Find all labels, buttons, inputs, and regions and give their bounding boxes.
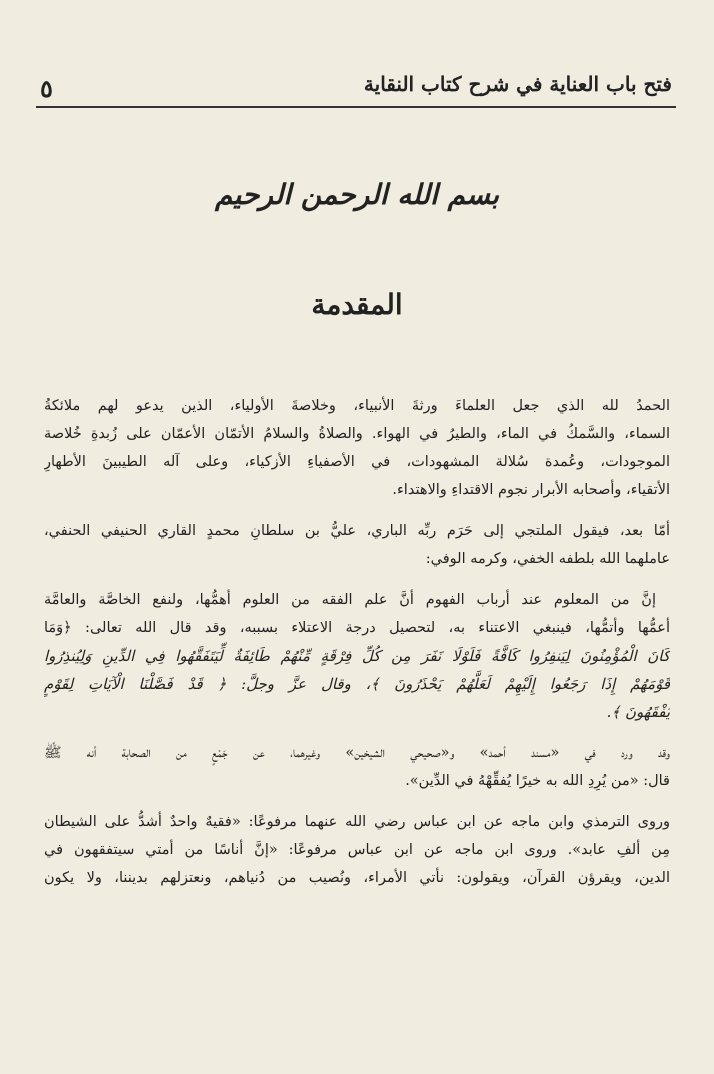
quran-verse-line: يَفْقَهُونَ ﴾.: [606, 703, 670, 721]
paragraph-gap: [44, 726, 670, 739]
text-line: الدين، ويقرؤن القرآن، ويقولون: نأتي الأمراء، ونُصيب من دُنياهم، ونعتزلهم بديننا، ولا يكون: [44, 870, 670, 886]
text-line: مِن ألفِ عابد». وروى ابن ماجه عن ابن عباس مرفوعًا: «إنَّ أناسًا من أمتي سيتفقهون في: [44, 842, 670, 858]
text-line: الحمدُ لله الذي جعل العلماءَ ورثةَ الأنبياء، وخلاصةَ الأولياء، الذين يدعو لهم ملائكةُ: [44, 398, 670, 414]
text-line: الموجودات، وعُمدة سُلالة المشهودات، في الأصفياءِ الأزكياء، وعلى آله الطيبينَ الأطهارِ: [44, 454, 670, 470]
text-line: إنَّ من المعلوم عند أرباب الفهوم أنَّ علم الفقه من العلوم أهمُّها، ولنفع الخاصَّة والعامَّة: [44, 592, 656, 608]
quran-verse-line: قَوْمَهُمْ إِذَا رَجَعُوا إِلَيْهِمْ لَعَلَّهُمْ يَحْذَرُونَ ﴾، وقال عزَّ وجلَّ: ﴿ قَدْ فَصَّلْنَا الْآيَاتِ لِقَوْمٍ: [44, 675, 670, 693]
section-title: المقدمة: [311, 288, 403, 321]
text-line: السماء، والسَّمكُ في الماء، والطيرُ في الهواء. والصلاةُ والسلامُ الأتمّان الأعمّان على زُبدةِ خُلاصة: [44, 426, 670, 442]
text-line: الأتقياء، وأصحابه الأبرار نجوم الاقتداءِ والاهتداء.: [392, 482, 670, 498]
text-line: عاملهما الله بلطفه الخفي، وكرمه الوفي:: [425, 551, 670, 567]
text-line: قال: «من يُرِدِ الله به خيرًا يُفقِّهْهُ في الدِّين».: [405, 773, 670, 789]
bismillah-calligraphy: بسم الله الرحمن الرحيم: [215, 178, 499, 211]
header-rule: [36, 106, 676, 108]
paragraph-gap: [44, 795, 670, 808]
page-number: ٥: [40, 74, 53, 103]
text-line: أمّا بعد، فيقول الملتجي إلى حَرَم ربِّه الباري، عليُّ بن سلطانِ محمدٍ القاري الحنيفي الحنفي،: [44, 523, 670, 539]
text-line: وقد ورد في «مسند أحمد» و«صحيحي الشيخين» وغيرهما، عن جَمْعٍ من الصحابة أنه ﷺ: [44, 745, 670, 761]
paragraph-gap: [44, 573, 670, 586]
paragraph-gap: [44, 504, 670, 517]
body-text: [44, 392, 670, 892]
quran-verse-line: كَانَ الْمُؤْمِنُونَ لِيَنفِرُوا كَافَّةً فَلَوْلَا نَفَرَ مِن كُلِّ فِرْقَةٍ مِّنْهُمْ طَائِفَةٌ لِّيَتَفَقَّهُوا فِي الدِّينِ وَلِيُنذِرُوا: [44, 647, 670, 665]
running-title: فتح باب العناية في شرح كتاب النقاية: [363, 72, 672, 96]
text-line: وروى الترمذي وابن ماجه عن ابن عباس رضي الله عنهما مرفوعًا: «فقيهٌ واحدٌ أشدُّ على الشيطان: [44, 814, 670, 830]
text-line: أعمُّها وأتمُّها، فينبغي الاعتناء به، لتحصيل درجة الاعتلاء بسببه، وقد قال الله تعالى: ﴿وَمَا: [44, 620, 670, 636]
